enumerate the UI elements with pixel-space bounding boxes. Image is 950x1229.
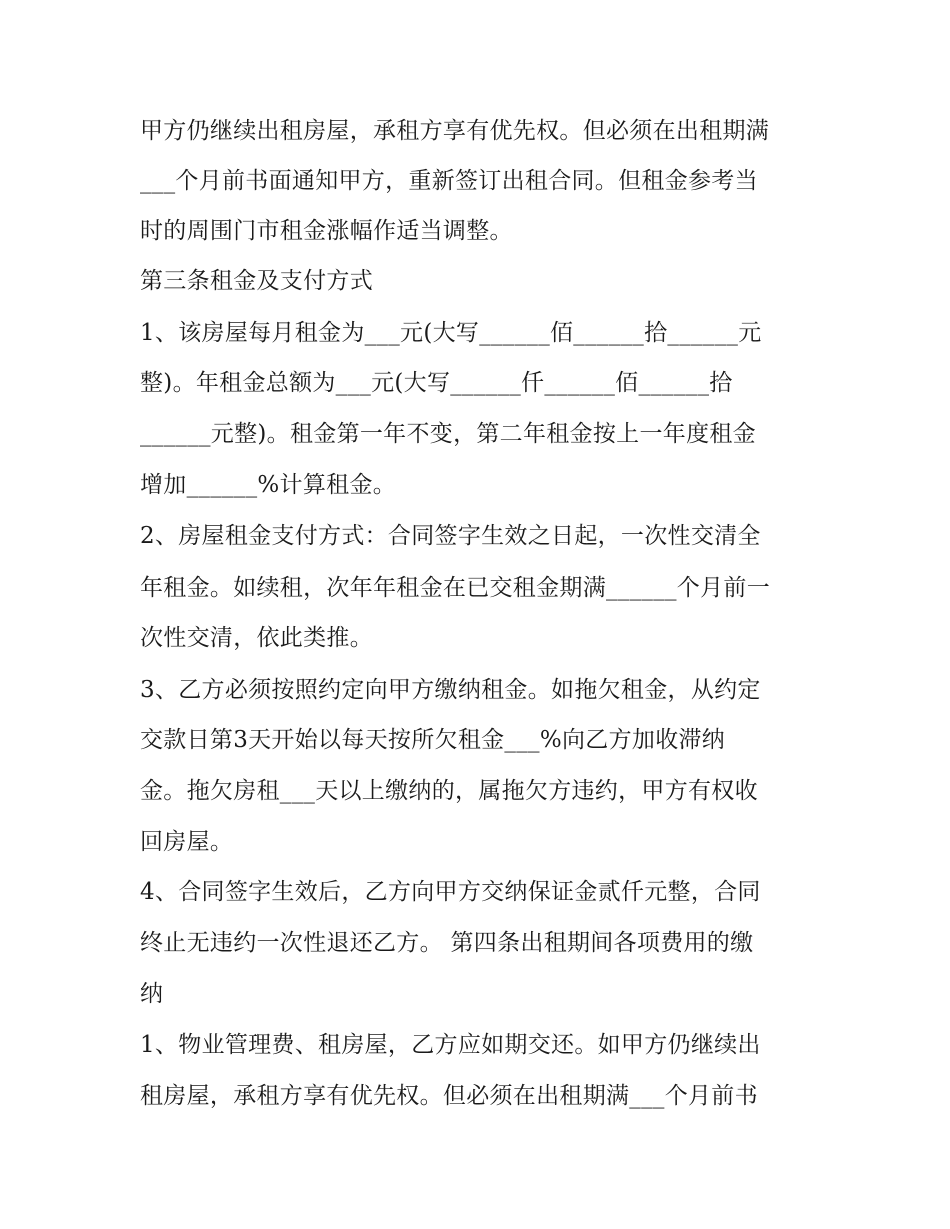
text-line: 1、该房屋每月租金为___元(大写______佰______拾______元 xyxy=(140,320,762,346)
text-line: 时的周围门市租金涨幅作适当调整。 xyxy=(140,218,513,244)
text-line: 甲方仍继续出租房屋，承租方享有优先权。但必须在出租期满 xyxy=(140,118,770,144)
text-line: 终止无违约一次性退还乙方。 第四条出租期间各项费用的缴 xyxy=(140,930,754,956)
text-line: 次性交清，依此类推。 xyxy=(140,625,373,651)
text-line: 4、合同签字生效后，乙方向甲方交纳保证金贰仟元整，合同 xyxy=(140,879,761,905)
text-line: 年租金。如续租，次年年租金在已交租金期满______个月前一 xyxy=(140,575,770,601)
text-line: 整)。年租金总额为___元(大写______仟______佰______拾 xyxy=(140,370,733,396)
text-line: 1、物业管理费、租房屋，乙方应如期交还。如甲方仍继续出 xyxy=(140,1032,761,1058)
text-line: ______元整)。租金第一年不变，第二年租金按上一年度租金 xyxy=(140,421,756,447)
text-line: 3、乙方必须按照约定向甲方缴纳租金。如拖欠租金，从约定 xyxy=(140,677,761,703)
text-line: 2、房屋租金支付方式：合同签字生效之日起，一次性交清全 xyxy=(140,523,761,549)
text-line: 金。拖欠房租___天以上缴纳的，属拖欠方违约，甲方有权收 xyxy=(140,778,758,804)
text-line: 交款日第3天开始以每天按所欠租金___%向乙方加收滞纳 xyxy=(140,727,726,753)
section-heading: 第三条租金及支付方式 xyxy=(140,268,373,294)
text-line: ___个月前书面通知甲方，重新签订出租合同。但租金参考当 xyxy=(140,168,758,194)
text-line: 租房屋，承租方享有优先权。但必须在出租期满___个月前书 xyxy=(140,1083,758,1109)
text-line: 增加______%计算租金。 xyxy=(140,472,397,498)
text-line: 纳 xyxy=(140,981,164,1007)
text-line: 回房屋。 xyxy=(140,829,234,855)
